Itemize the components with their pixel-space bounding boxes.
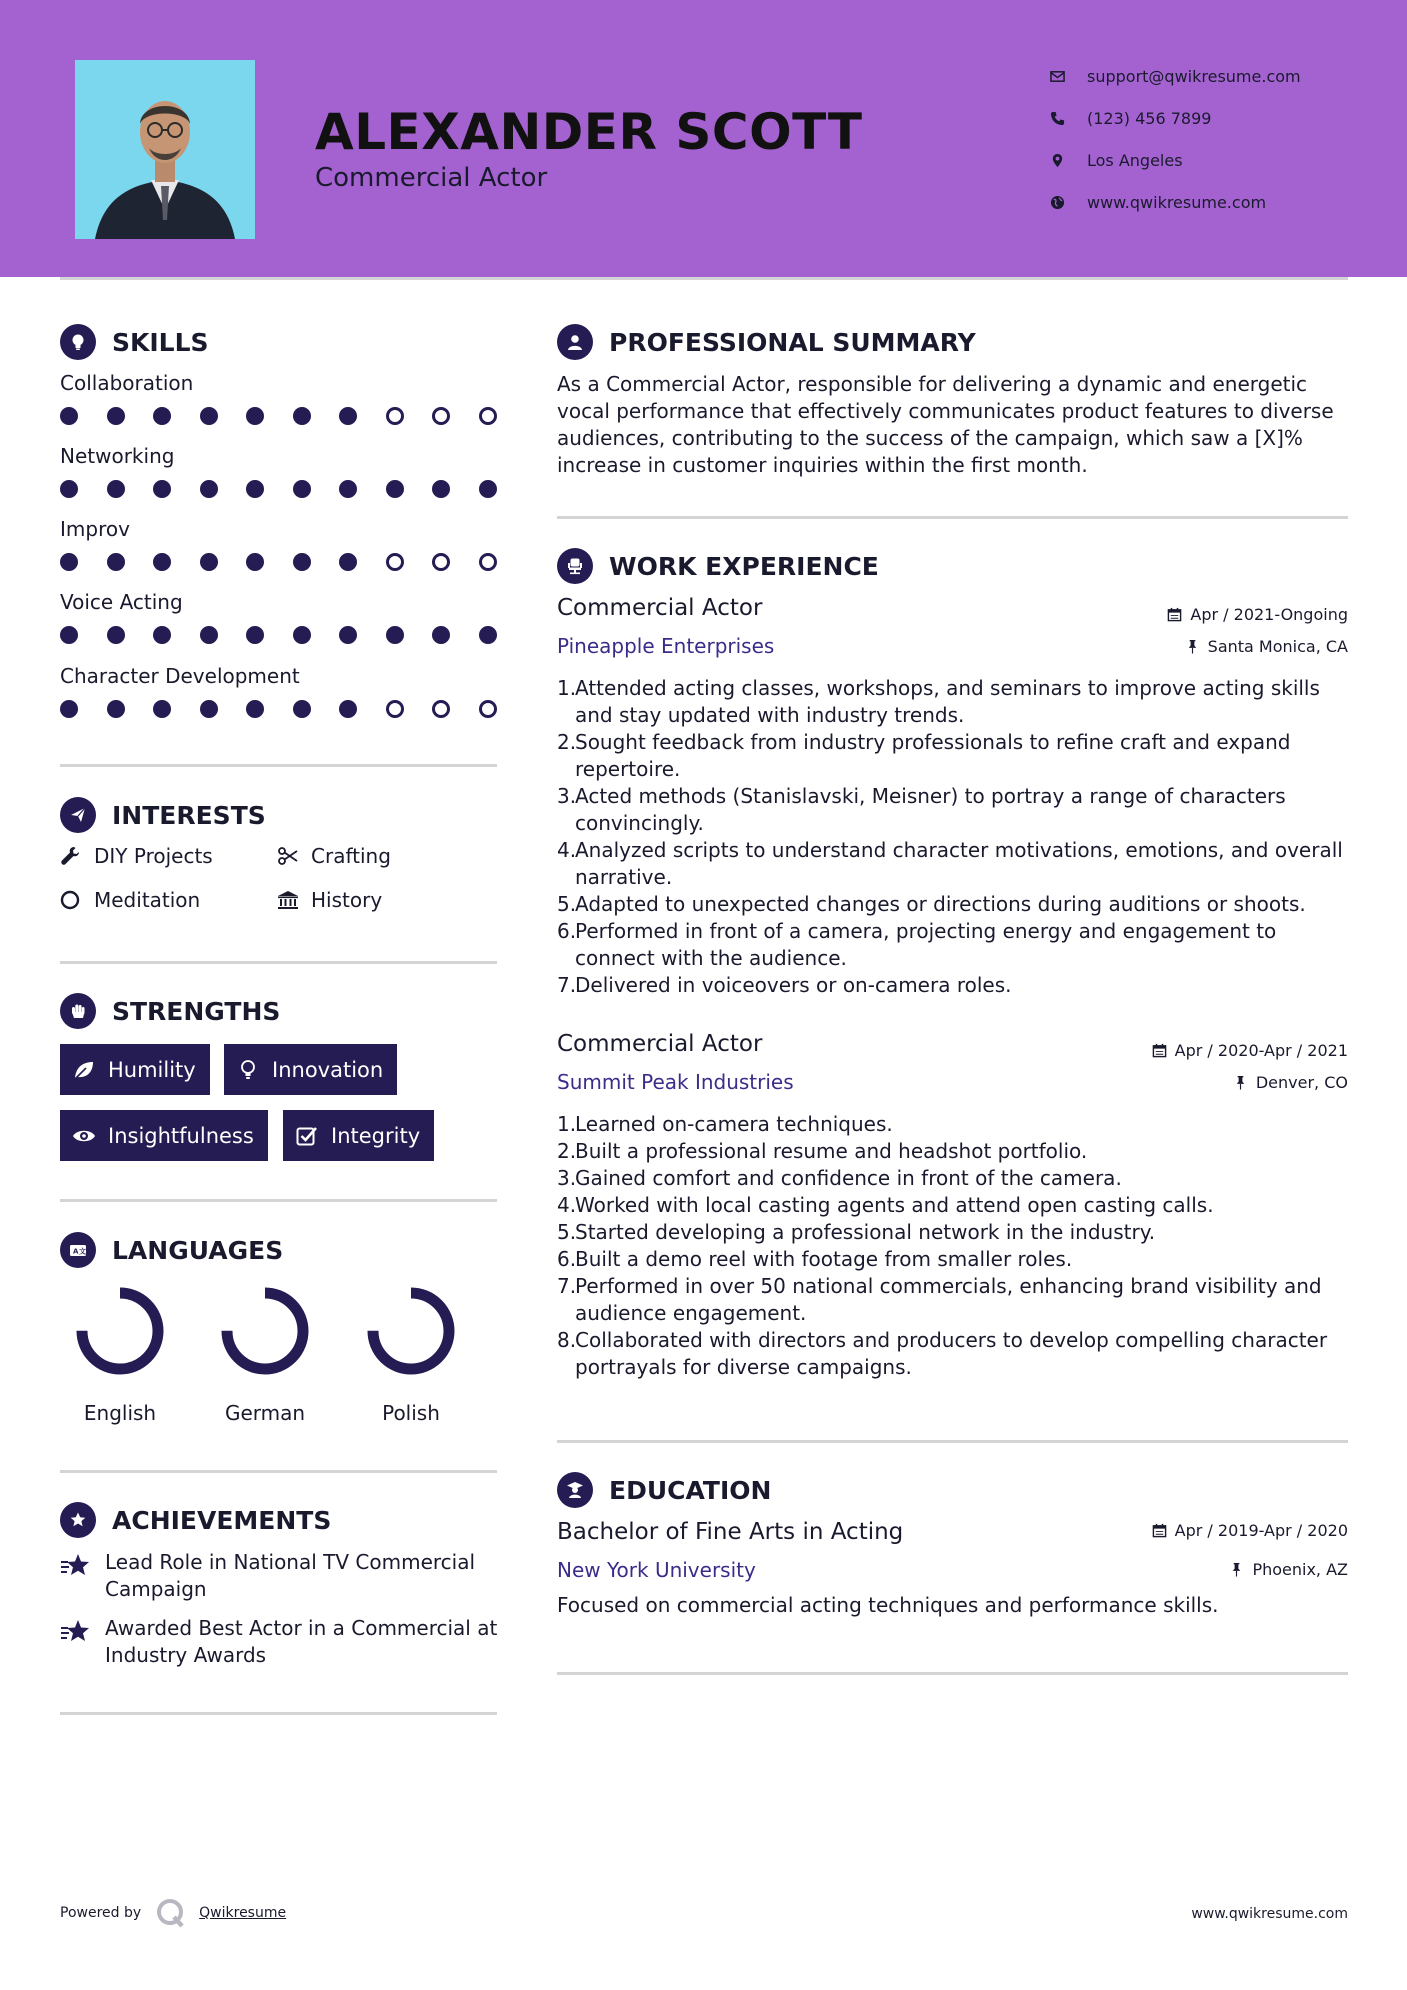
education-heading: EDUCATION bbox=[557, 1472, 771, 1508]
list-item: 8. Collaborated with directors and producers to develop compelling character portrayals for diverse campaigns. bbox=[557, 1328, 1328, 1379]
skill-item bbox=[60, 444, 500, 498]
rating-dot-filled bbox=[246, 700, 264, 718]
globe-icon bbox=[1050, 195, 1087, 210]
rating-dot-filled bbox=[60, 480, 78, 498]
skills-heading: SKILLS bbox=[60, 324, 209, 360]
rating-dot-filled bbox=[246, 626, 264, 644]
section-divider bbox=[60, 1712, 497, 1715]
job-company: Pineapple Enterprises bbox=[557, 634, 775, 658]
degree-title: Bachelor of Fine Arts in Acting bbox=[557, 1519, 904, 1545]
circle-icon bbox=[60, 889, 94, 911]
rating-dot-filled bbox=[107, 553, 125, 571]
rating-dot-filled bbox=[200, 626, 218, 644]
job-location: Denver, CO bbox=[1233, 1073, 1348, 1092]
section-divider bbox=[60, 764, 497, 767]
eye-icon bbox=[72, 1124, 96, 1148]
rating-dot-filled bbox=[60, 626, 78, 644]
language-item bbox=[356, 1285, 466, 1425]
skill-label: Collaboration bbox=[60, 371, 194, 395]
star-icon bbox=[60, 1615, 105, 1669]
brand-link[interactable]: Qwikresume bbox=[199, 1905, 287, 1921]
rating-dot-filled bbox=[107, 480, 125, 498]
calendar-icon bbox=[1167, 607, 1182, 622]
svg-text:文: 文 bbox=[79, 1247, 86, 1256]
rating-dot-filled bbox=[386, 626, 404, 644]
rating-dot-filled bbox=[293, 626, 311, 644]
rating-dot-empty bbox=[479, 553, 497, 571]
skill-rating bbox=[60, 553, 497, 571]
rating-dot-filled bbox=[153, 553, 171, 571]
language-progress-ring bbox=[365, 1285, 457, 1377]
pushpin-icon bbox=[1229, 1562, 1244, 1577]
language-icon bbox=[60, 1232, 96, 1268]
rating-dot-filled bbox=[246, 480, 264, 498]
graduate-icon bbox=[557, 1472, 593, 1508]
job-bullets bbox=[557, 675, 1357, 999]
rating-dot-filled bbox=[153, 626, 171, 644]
contact-email-text: support@qwikresume.com bbox=[1087, 66, 1301, 86]
candidate-name: ALEXANDER SCOTT bbox=[315, 103, 863, 161]
rating-dot-empty bbox=[432, 553, 450, 571]
language-progress-arc bbox=[82, 1293, 158, 1369]
skill-label: Voice Acting bbox=[60, 590, 183, 614]
list-item: 7. Delivered in voiceovers or on-camera roles. bbox=[557, 973, 1012, 997]
rating-dot-filled bbox=[153, 407, 171, 425]
skill-rating bbox=[60, 480, 497, 498]
rating-dot-filled bbox=[246, 553, 264, 571]
rating-dot-filled bbox=[60, 407, 78, 425]
skill-rating bbox=[60, 407, 497, 425]
rating-dot-filled bbox=[432, 626, 450, 644]
rating-dot-empty bbox=[386, 700, 404, 718]
svg-text:A: A bbox=[73, 1247, 79, 1256]
achievement-text: Lead Role in National TV Commercial Campaign bbox=[105, 1550, 476, 1601]
achievement-text: Awarded Best Actor in a Commercial at Industry Awards bbox=[105, 1616, 498, 1667]
list-item: 4. Analyzed scripts to understand character motivations, emotions, and overall narrative. bbox=[557, 838, 1343, 889]
rating-dot-empty bbox=[479, 700, 497, 718]
list-item: 5. Started developing a professional network in the industry. bbox=[557, 1220, 1156, 1244]
skill-label: Character Development bbox=[60, 664, 300, 688]
rating-dot-filled bbox=[200, 407, 218, 425]
interest-item: Meditation bbox=[60, 888, 200, 912]
calendar-icon bbox=[1152, 1043, 1167, 1058]
job-title: Commercial Actor bbox=[557, 595, 763, 621]
rating-dot-filled bbox=[339, 407, 357, 425]
lightbulb-icon bbox=[60, 324, 96, 360]
contact-website[interactable] bbox=[1050, 181, 1301, 223]
pushpin-icon bbox=[1233, 1075, 1248, 1090]
list-item: 6. Built a demo reel with footage from smaller roles. bbox=[557, 1247, 1073, 1271]
rating-dot-empty bbox=[479, 407, 497, 425]
rating-dot-filled bbox=[479, 480, 497, 498]
achievement-item bbox=[60, 1615, 510, 1669]
experience-heading: WORK EXPERIENCE bbox=[557, 548, 879, 584]
contact-location bbox=[1050, 139, 1301, 181]
museum-icon bbox=[277, 889, 311, 911]
rating-dot-empty bbox=[386, 553, 404, 571]
language-item bbox=[210, 1285, 320, 1425]
interests-heading: INTERESTS bbox=[60, 797, 266, 833]
phone-icon bbox=[1050, 111, 1087, 126]
education-description: Focused on commercial acting techniques and performance skills. bbox=[557, 1593, 1219, 1617]
rating-dot-filled bbox=[246, 407, 264, 425]
calendar-icon bbox=[1152, 1523, 1167, 1538]
paper-plane-icon bbox=[60, 797, 96, 833]
language-label: German bbox=[224, 1401, 306, 1425]
list-item: 7. Performed in over 50 national commercials, enhancing brand visibility and audience engagement. bbox=[557, 1274, 1322, 1325]
interest-item: Crafting bbox=[277, 844, 391, 868]
profile-photo bbox=[75, 60, 255, 239]
strength-tag: Integrity bbox=[283, 1110, 434, 1161]
interest-item: History bbox=[277, 888, 382, 912]
language-progress-arc bbox=[227, 1293, 303, 1369]
rating-dot-filled bbox=[339, 626, 357, 644]
rating-dot-filled bbox=[386, 480, 404, 498]
rating-dot-filled bbox=[293, 480, 311, 498]
rating-dot-filled bbox=[200, 553, 218, 571]
strength-tag: Innovation bbox=[224, 1044, 397, 1095]
rating-dot-empty bbox=[386, 407, 404, 425]
rating-dot-filled bbox=[153, 700, 171, 718]
education-location: Phoenix, AZ bbox=[1229, 1560, 1348, 1579]
section-divider bbox=[60, 1470, 497, 1473]
lightbulb-icon bbox=[236, 1058, 260, 1082]
rating-dot-filled bbox=[479, 626, 497, 644]
education-date: Apr / 2019-Apr / 2020 bbox=[1152, 1521, 1348, 1540]
user-icon bbox=[557, 324, 593, 360]
contact-list bbox=[1050, 55, 1301, 223]
rating-dot-filled bbox=[60, 700, 78, 718]
list-item: 6. Performed in front of a camera, projecting energy and engagement to connect with the audience. bbox=[557, 919, 1277, 970]
skill-rating bbox=[60, 626, 497, 644]
rating-dot-filled bbox=[293, 407, 311, 425]
language-label: Polish bbox=[382, 1401, 440, 1425]
list-item: 5. Adapted to unexpected changes or directions during auditions or shoots. bbox=[557, 892, 1306, 916]
pushpin-icon bbox=[1185, 639, 1200, 654]
section-divider bbox=[557, 516, 1348, 519]
job-date: Apr / 2021-Ongoing bbox=[1167, 605, 1348, 624]
map-pin-icon bbox=[1050, 153, 1087, 168]
rating-dot-filled bbox=[60, 553, 78, 571]
list-item: 1. Learned on-camera techniques. bbox=[557, 1112, 893, 1136]
resume-header bbox=[0, 0, 1407, 277]
contact-phone[interactable] bbox=[1050, 97, 1301, 139]
header-divider bbox=[60, 277, 1348, 280]
language-label: English bbox=[83, 1401, 157, 1425]
skill-item bbox=[60, 590, 500, 644]
interest-item: DIY Projects bbox=[60, 844, 213, 868]
list-item: 1. Attended acting classes, workshops, and seminars to improve acting skills and stay updated with industry trends. bbox=[557, 676, 1320, 727]
list-item: 3. Gained comfort and confidence in front of the camera. bbox=[557, 1166, 1122, 1190]
language-progress-ring bbox=[219, 1285, 311, 1377]
star-badge-icon bbox=[60, 1502, 96, 1538]
skill-rating bbox=[60, 700, 497, 718]
languages-heading: A 文 LANGUAGES bbox=[60, 1232, 283, 1268]
section-divider bbox=[557, 1440, 1348, 1443]
rating-dot-filled bbox=[107, 626, 125, 644]
envelope-icon bbox=[1050, 69, 1087, 84]
list-item: 2. Built a professional resume and headshot portfolio. bbox=[557, 1139, 1088, 1163]
rating-dot-filled bbox=[153, 480, 171, 498]
language-item bbox=[65, 1285, 175, 1425]
language-progress-arc bbox=[373, 1293, 449, 1369]
list-item: 4. Worked with local casting agents and attend open casting calls. bbox=[557, 1193, 1214, 1217]
skill-label: Networking bbox=[60, 444, 175, 468]
section-divider bbox=[557, 1672, 1348, 1675]
section-divider bbox=[60, 1199, 497, 1202]
rating-dot-filled bbox=[339, 700, 357, 718]
skill-item bbox=[60, 664, 500, 718]
rating-dot-filled bbox=[200, 700, 218, 718]
leaf-icon bbox=[72, 1058, 96, 1082]
powered-by bbox=[60, 1897, 286, 1929]
rating-dot-empty bbox=[432, 700, 450, 718]
section-divider bbox=[60, 961, 497, 964]
rating-dot-filled bbox=[293, 553, 311, 571]
list-item: 2. Sought feedback from industry professionals to refine craft and expand repertoire. bbox=[557, 730, 1291, 781]
candidate-role: Commercial Actor bbox=[315, 163, 548, 193]
list-item: 3. Acted methods (Stanislavski, Meisner) to portray a range of characters convincingly. bbox=[557, 784, 1286, 835]
skill-item bbox=[60, 517, 500, 571]
job-date: Apr / 2020-Apr / 2021 bbox=[1152, 1041, 1348, 1060]
strengths-heading: STRENGTHS bbox=[60, 993, 280, 1029]
achievement-item bbox=[60, 1549, 510, 1603]
wrench-icon bbox=[60, 845, 94, 867]
rating-dot-filled bbox=[200, 480, 218, 498]
rating-dot-filled bbox=[339, 480, 357, 498]
contact-location-text: Los Angeles bbox=[1087, 150, 1183, 170]
check-square-icon bbox=[295, 1124, 319, 1148]
strength-tag: Insightfulness bbox=[60, 1110, 268, 1161]
qwikresume-logo-icon bbox=[155, 1897, 187, 1929]
rating-dot-filled bbox=[293, 700, 311, 718]
achievements-heading: ACHIEVEMENTS bbox=[60, 1502, 331, 1538]
powered-by-label: Powered by bbox=[60, 1905, 142, 1921]
contact-phone-text: (123) 456 7899 bbox=[1087, 108, 1212, 128]
contact-email[interactable] bbox=[1050, 55, 1301, 97]
rating-dot-filled bbox=[107, 407, 125, 425]
language-progress-ring bbox=[74, 1285, 166, 1377]
rating-dot-filled bbox=[339, 553, 357, 571]
job-company: Summit Peak Industries bbox=[557, 1070, 794, 1094]
skill-item bbox=[60, 371, 500, 425]
rating-dot-filled bbox=[432, 480, 450, 498]
school-name: New York University bbox=[557, 1558, 756, 1582]
contact-website-text: www.qwikresume.com bbox=[1087, 192, 1267, 212]
office-chair-icon bbox=[557, 548, 593, 584]
summary-text: As a Commercial Actor, responsible for delivering a dynamic and energetic vocal performance that effectively communicates product features to diverse audiences, contributing to the success of the campaign, which saw a [X]% increase in customer inquiries within the first month. bbox=[557, 372, 1334, 477]
star-icon bbox=[60, 1549, 105, 1603]
job-bullets bbox=[557, 1111, 1357, 1381]
hand-icon bbox=[60, 993, 96, 1029]
rating-dot-filled bbox=[107, 700, 125, 718]
job-title: Commercial Actor bbox=[557, 1031, 763, 1057]
footer-website-link[interactable]: www.qwikresume.com bbox=[1191, 1906, 1348, 1922]
scissors-icon bbox=[277, 845, 311, 867]
job-location: Santa Monica, CA bbox=[1185, 637, 1348, 656]
strength-tag: Humility bbox=[60, 1044, 210, 1095]
summary-heading: PROFESSIONAL SUMMARY bbox=[557, 324, 976, 360]
skill-label: Improv bbox=[60, 517, 130, 541]
rating-dot-empty bbox=[432, 407, 450, 425]
